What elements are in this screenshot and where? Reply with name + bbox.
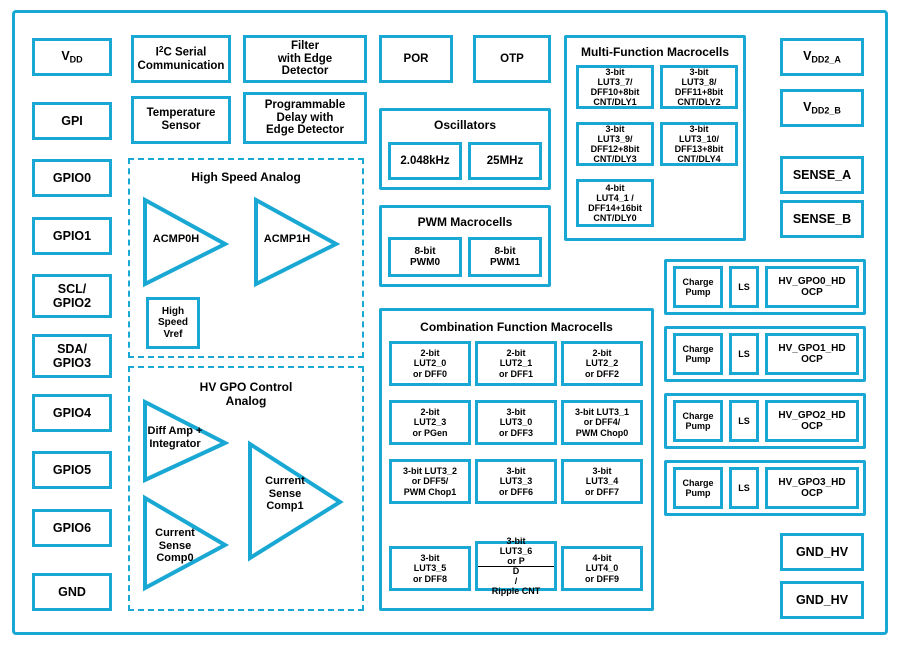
pin-vdd2-b: $V_{DD2\_B}$ xyxy=(780,89,864,127)
macrocell-lut3-8: 3-bit LUT3_8/ DFF11+8bit CNT/DLY2 xyxy=(660,65,738,109)
hv-gpo0-hd-ocp: HV_GPO0_HD OCP xyxy=(765,266,859,308)
pin-gnd-hv-2: GND_HV xyxy=(780,581,864,619)
block-temperature-sensor: Temperature Sensor xyxy=(131,96,231,144)
pin-gpio0: GPIO0 xyxy=(32,159,112,197)
pin-gpio1: GPIO1 xyxy=(32,217,112,255)
macrocell-lut2-1: 2-bit LUT2_1 or DFF1 xyxy=(475,341,557,386)
macrocell-lut2-2: 2-bit LUT2_2 or DFF2 xyxy=(561,341,643,386)
group-combination-function-macrocells-title: Combination Function Macrocells xyxy=(420,320,613,334)
block-filter-edge-detector: Filter with Edge Detector xyxy=(243,35,367,83)
amp-current-sense-comp1-label: Current Sense Comp1 xyxy=(265,475,305,513)
amp-diff-amp-integrator-label: Diff Amp + Integrator xyxy=(147,425,203,450)
oscillator-2048khz: 2.048kHz xyxy=(388,142,462,180)
level-shifter-3: LS xyxy=(729,467,759,509)
group-oscillators-title: Oscillators xyxy=(433,118,497,132)
pin-scl-gpio2: SCL/ GPIO2 xyxy=(32,274,112,318)
amp-acmp0h-label: ACMP0H xyxy=(152,233,200,245)
charge-pump-0: Charge Pump xyxy=(673,266,723,308)
macrocell-lut4-1: 4-bit LUT4_1 / DFF14+16bit CNT/DLY0 xyxy=(576,179,654,227)
amp-current-sense-comp0-label: Current Sense Comp0 xyxy=(155,527,195,565)
pin-sda-gpio3: SDA/ GPIO3 xyxy=(32,334,112,378)
group-multi-function-macrocells-title: Multi-Function Macrocells xyxy=(580,45,729,59)
macrocell-lut3-0: 3-bit LUT3_0 or DFF3 xyxy=(475,400,557,445)
pin-sense-b: SENSE_B xyxy=(780,200,864,238)
macrocell-lut3-7: 3-bit LUT3_7/ DFF10+8bit CNT/DLY1 xyxy=(576,65,654,109)
block-high-speed-vref: High Speed Vref xyxy=(146,297,200,349)
pin-gnd: GND xyxy=(32,573,112,611)
macrocell-lut3-3: 3-bit LUT3_3 or DFF6 xyxy=(475,459,557,504)
pin-vdd2-a: $V_{DD2\_A}$ xyxy=(780,38,864,76)
pin-gpio4: GPIO4 xyxy=(32,394,112,432)
group-high-speed-analog-title: High Speed Analog xyxy=(191,170,301,184)
pin-vdd: $V_{DD}$ xyxy=(32,38,112,76)
charge-pump-1: Charge Pump xyxy=(673,333,723,375)
oscillator-25mhz: 25MHz xyxy=(468,142,542,180)
pin-gpio5: GPIO5 xyxy=(32,451,112,489)
hv-gpo2-hd-ocp: HV_GPO2_HD OCP xyxy=(765,400,859,442)
amp-acmp1h-label: ACMP1H xyxy=(263,233,311,245)
pwm0: 8-bit PWM0 xyxy=(388,237,462,277)
macrocell-lut3-2: 3-bit LUT3_2 or DFF5/ PWM Chop1 xyxy=(389,459,471,504)
pin-sense-a: SENSE_A xyxy=(780,156,864,194)
macrocell-lut3-10: 3-bit LUT3_10/ DFF13+8bit CNT/DLY4 xyxy=(660,122,738,166)
pin-gpi: GPI xyxy=(32,102,112,140)
pin-gpio6: GPIO6 xyxy=(32,509,112,547)
block-i2c-serial-communication: $I^2C$ Serial Communication xyxy=(131,35,231,83)
level-shifter-1: LS xyxy=(729,333,759,375)
group-pwm-macrocells-title: PWM Macrocells xyxy=(417,215,513,229)
group-hv-gpo-control-analog-title: HV GPO Control Analog xyxy=(199,380,293,408)
macrocell-lut3-5: 3-bit LUT3_5 or DFF8 xyxy=(389,546,471,591)
macrocell-lut4-0: 4-bit LUT4_0 or DFF9 xyxy=(561,546,643,591)
macrocell-lut3-1: 3-bit LUT3_1 or DFF4/ PWM Chop0 xyxy=(561,400,643,445)
macrocell-lut2-3: 2-bit LUT2_3 or PGen xyxy=(389,400,471,445)
block-otp: OTP xyxy=(473,35,551,83)
level-shifter-0: LS xyxy=(729,266,759,308)
hv-gpo1-hd-ocp: HV_GPO1_HD OCP xyxy=(765,333,859,375)
pwm1: 8-bit PWM1 xyxy=(468,237,542,277)
macrocell-lut3-6: 3-bit LUT3_6 or P D / Ripple CNT xyxy=(475,541,557,591)
block-por: POR xyxy=(379,35,453,83)
level-shifter-2: LS xyxy=(729,400,759,442)
macrocell-lut3-9: 3-bit LUT3_9/ DFF12+8bit CNT/DLY3 xyxy=(576,122,654,166)
hv-gpo3-hd-ocp: HV_GPO3_HD OCP xyxy=(765,467,859,509)
macrocell-lut2-0: 2-bit LUT2_0 or DFF0 xyxy=(389,341,471,386)
charge-pump-3: Charge Pump xyxy=(673,467,723,509)
macrocell-lut3-4: 3-bit LUT3_4 or DFF7 xyxy=(561,459,643,504)
pin-gnd-hv-1: GND_HV xyxy=(780,533,864,571)
block-programmable-delay-edge-detector: Programmable Delay with Edge Detector xyxy=(243,92,367,144)
charge-pump-2: Charge Pump xyxy=(673,400,723,442)
